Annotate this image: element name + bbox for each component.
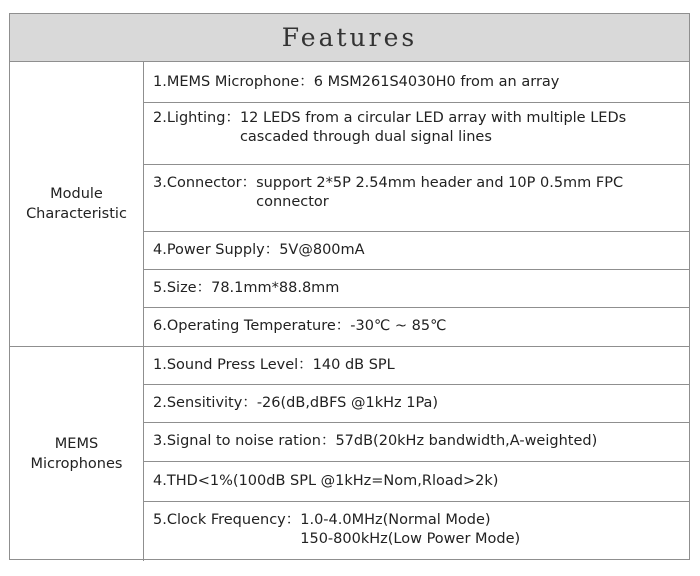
column-divider (143, 346, 144, 561)
feature-key: 4.Power Supply： (153, 241, 280, 258)
feature-key: 1.Sound Press Level： (153, 356, 313, 373)
feature-row (153, 109, 683, 164)
row-divider (143, 501, 689, 502)
feature-value: 78.1mm*88.8mm (211, 279, 340, 296)
feature-value: 1.0-4.0MHz(Normal Mode) (300, 512, 491, 528)
feature-key: 1.MEMS Microphone： (153, 73, 314, 90)
group-label-line: Characteristic (26, 206, 127, 222)
feature-key: 5.Clock Frequency： (153, 512, 301, 528)
feature-key: 2.Sensitivity： (153, 394, 257, 411)
group-label-line: Microphones (30, 455, 123, 472)
feature-row (153, 346, 683, 384)
group-label-line: MEMS (54, 435, 99, 452)
feature-row (153, 461, 683, 501)
feature-key: 4.THD<1%(100dB SPL @1kHz=Nom,Rload>2k) (153, 472, 499, 489)
feature-key: 2.Lighting： (153, 110, 240, 126)
feature-key: 3.Signal to noise ration： (153, 433, 336, 449)
feature-value: support 2*5P 2.54mm header and 10P 0.5mm FPC (256, 175, 624, 191)
feature-value: -30℃ ~ 85℃ (350, 318, 447, 334)
title-text: Features (281, 23, 418, 52)
feature-value: 57dB(20kHz bandwidth,A-weighted) (335, 433, 598, 449)
feature-value-line2: 150-800kHz(Low Power Mode) (300, 531, 521, 547)
group-label-mems (10, 346, 143, 561)
table-title (10, 14, 689, 62)
features-table (9, 13, 690, 560)
group-label-module (10, 62, 143, 346)
feature-value-line2: cascaded through dual signal lines (239, 129, 492, 145)
feature-row (153, 307, 683, 346)
feature-value: 12 LEDS from a circular LED array with multiple LEDs (239, 110, 627, 126)
feature-key: 3.Connector： (153, 175, 257, 191)
row-divider (143, 102, 689, 103)
feature-value: 140 dB SPL (312, 356, 395, 373)
row-divider (143, 164, 689, 165)
feature-key: 6.Operating Temperature： (153, 318, 351, 334)
group-label-line: Module (50, 186, 103, 202)
feature-value: 6 MSM261S4030H0 from an array (313, 73, 560, 90)
feature-row (153, 511, 683, 561)
feature-row (153, 62, 683, 102)
feature-row (153, 422, 683, 461)
feature-key: 5.Size： (153, 279, 212, 296)
column-divider (143, 62, 144, 346)
feature-row (153, 231, 683, 269)
feature-value: -26(dB,dBFS @1kHz 1Pa) (256, 394, 439, 411)
feature-row (153, 384, 683, 422)
feature-value: 5V@800mA (279, 241, 365, 258)
feature-row (153, 269, 683, 307)
feature-row (153, 174, 683, 231)
feature-value-line2: connector (256, 194, 329, 210)
